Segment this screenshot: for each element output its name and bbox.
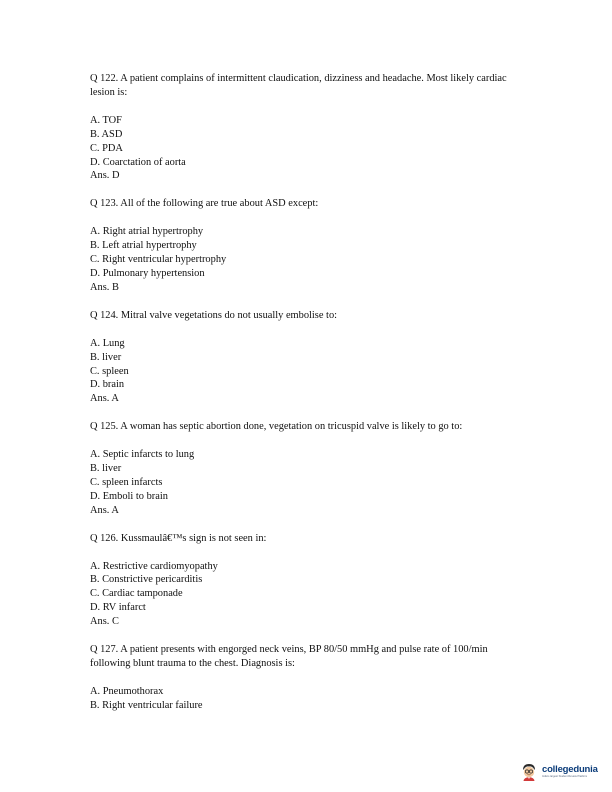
option-a: A. TOF — [90, 114, 122, 126]
question-block-124 — [90, 309, 530, 406]
option-a: A. Right atrial hypertrophy — [90, 226, 204, 238]
question-block-122 — [90, 72, 530, 183]
option-c: C. Cardiac tamponade — [90, 588, 183, 600]
options-list — [90, 685, 530, 713]
option-d: D. Emboli to brain — [90, 490, 168, 502]
logo-name: collegedunia — [542, 763, 598, 775]
question-block-127 — [90, 643, 530, 713]
option-d: D. brain — [90, 379, 125, 391]
answer-text: Ans. A — [90, 504, 119, 516]
question-block-126 — [90, 532, 530, 629]
options-list — [90, 448, 530, 504]
options-list — [90, 225, 530, 281]
answer-text: Ans. C — [90, 616, 119, 628]
logo-text — [542, 765, 598, 779]
option-b: B. liver — [90, 463, 122, 475]
answer-text: Ans. D — [90, 170, 120, 182]
question-block-125 — [90, 420, 530, 517]
option-a: A. Restrictive cardiomyopathy — [90, 560, 218, 572]
question-text: Q 122. A patient complains of intermittent claudication, dizziness and headache. Most likely cardiac lesion is: — [90, 73, 507, 98]
document-page — [90, 72, 530, 727]
logo-tagline: India's largest Student Review Platform — [542, 775, 588, 779]
option-c: C. spleen infarcts — [90, 476, 163, 488]
option-b: B. Constrictive pericarditis — [90, 574, 203, 586]
option-c: C. Right ventricular hypertrophy — [90, 254, 227, 266]
question-text: Q 125. A woman has septic abortion done, vegetation on tricuspid valve is likely to go to: — [90, 421, 463, 433]
options-list — [90, 337, 530, 393]
answer-text: Ans. B — [90, 281, 119, 293]
option-a: A. Lung — [90, 337, 125, 349]
option-d: D. RV infarct — [90, 602, 146, 614]
question-text: Q 123. All of the following are true about ASD except: — [90, 198, 319, 210]
option-b: B. ASD — [90, 128, 123, 140]
question-text: Q 124. Mitral valve vegetations do not usually embolise to: — [90, 309, 338, 321]
options-list — [90, 560, 530, 616]
options-list — [90, 114, 530, 170]
option-b: B. Left atrial hypertrophy — [90, 240, 197, 252]
student-mascot-icon — [519, 762, 539, 782]
option-a: A. Pneumothorax — [90, 685, 164, 697]
option-d: D. Pulmonary hypertension — [90, 267, 205, 279]
option-b: B. Right ventricular failure — [90, 699, 203, 711]
option-c: C. spleen — [90, 365, 129, 377]
option-c: C. PDA — [90, 142, 123, 154]
option-b: B. liver — [90, 351, 122, 363]
option-a: A. Septic infarcts to lung — [90, 449, 195, 461]
collegedunia-logo — [519, 758, 605, 786]
question-text: Q 127. A patient presents with engorged neck veins, BP 80/50 mmHg and pulse rate of 100/min following blunt trauma to the chest. Diagnosis is: — [90, 644, 488, 669]
answer-text: Ans. A — [90, 393, 119, 405]
question-block-123 — [90, 197, 530, 294]
option-d: D. Coarctation of aorta — [90, 156, 186, 168]
question-text: Q 126. Kussmaulâ€™s sign is not seen in: — [90, 532, 267, 544]
